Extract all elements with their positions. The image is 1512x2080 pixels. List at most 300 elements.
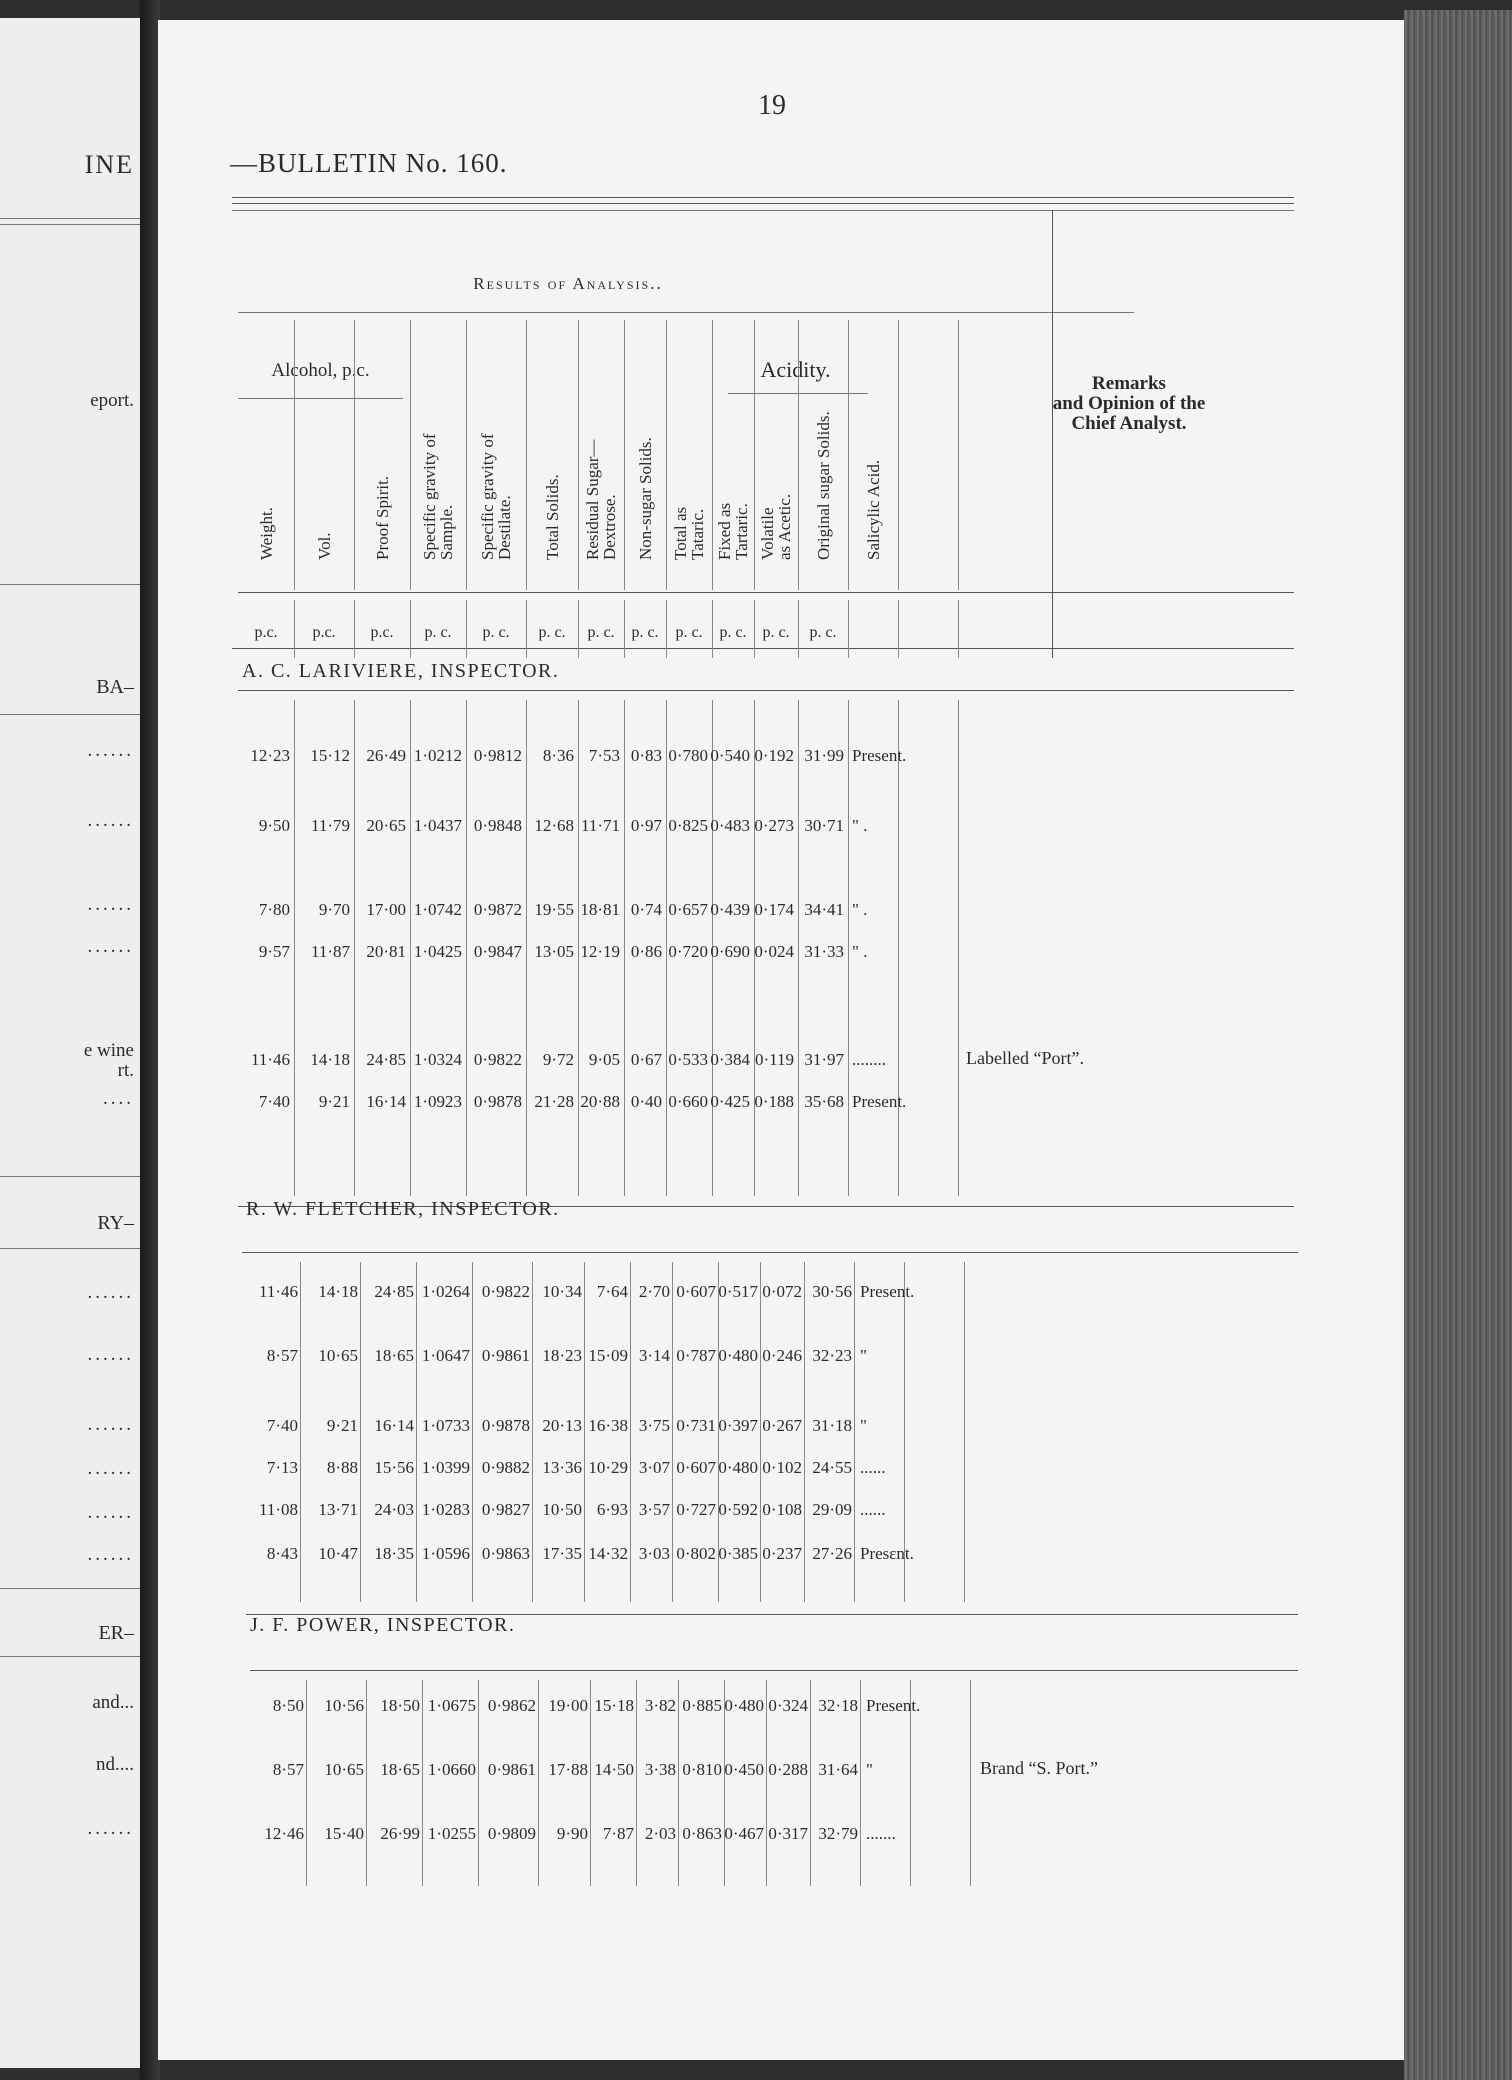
column-header-line: Sample. [437,504,456,560]
data-cell: 0·885 [682,1696,722,1715]
data-cell: 3·75 [638,1416,670,1435]
data-cell: 1·0596 [421,1544,470,1563]
data-cell: 16·38 [588,1416,628,1435]
data-cell: 27·26 [812,1544,852,1563]
data-cell: 8·57 [266,1346,298,1365]
column-rule [526,700,527,1196]
salicylic-acid-cell: ...... [860,1500,886,1519]
data-cell: 1·0923 [413,1092,462,1111]
data-cell: 0·9861 [481,1346,530,1365]
data-cell: 7·87 [602,1824,634,1843]
data-cell: 0·102 [762,1458,802,1477]
data-cell: 31·99 [804,746,844,765]
data-cell: 0·9878 [473,1092,522,1111]
data-cell: 0·174 [754,900,794,919]
column-header-line: Fixed as [715,502,734,560]
column-rule [754,320,755,590]
remark-cell: Brand “S. Port.” [980,1758,1098,1778]
remarks-heading [1034,374,1224,434]
data-cell: 19·55 [534,900,574,919]
column-rule [590,1680,591,1886]
data-cell: 16·14 [366,1092,406,1111]
column-header-line: Residual Sugar— [583,439,602,560]
column-rule [294,320,295,590]
column-header [815,411,832,560]
data-cell: 31·97 [804,1050,844,1069]
column-rule [760,1262,761,1602]
data-cell: 9·57 [258,942,290,961]
table-rule [238,592,1294,593]
salicylic-acid-cell: Present. [860,1282,915,1301]
data-cell: 19·00 [548,1696,588,1715]
data-cell: 0·237 [762,1544,802,1563]
data-cell: 0·480 [718,1346,758,1365]
data-cell: 32·23 [812,1346,852,1365]
column-rule [712,320,713,590]
data-cell: 14·50 [594,1760,634,1779]
column-header [759,494,793,560]
column-rule [666,600,667,658]
column-rule [410,700,411,1196]
unit-label: p. c. [631,624,659,641]
data-cell: 10·47 [318,1544,358,1563]
column-rule [578,320,579,590]
data-cell: 11·79 [310,816,350,835]
data-cell: 11·71 [580,816,620,835]
data-cell: 0·83 [630,746,662,765]
data-cell: 1·0425 [413,942,462,961]
prev-page-fragment: .... [103,1088,134,1109]
unit-label: p. c. [719,624,747,641]
column-header [865,460,882,560]
data-cell: 9·70 [318,900,350,919]
column-header-line: Volatile [758,507,777,560]
data-cell: 7·13 [266,1458,298,1477]
data-cell: 1·0660 [427,1760,476,1779]
remark-cell: Labelled “Port”. [966,1048,1084,1068]
data-cell: 21·28 [534,1092,574,1111]
column-rule [624,320,625,590]
data-cell: 0·74 [630,900,662,919]
data-cell: 17·88 [548,1760,588,1779]
data-cell: 11·46 [258,1282,298,1301]
prev-page-rule [0,714,140,715]
data-cell: 14·18 [310,1050,350,1069]
data-cell: 0·397 [718,1416,758,1435]
data-cell: 10·34 [542,1282,582,1301]
data-cell: 0·9847 [473,942,522,961]
prev-page-fragment: and... [92,1692,134,1713]
data-cell: 18·23 [542,1346,582,1365]
column-header-line: Specific gravity of [478,433,497,560]
remarks-heading-line: Remarks [1092,373,1166,394]
column-rule [354,600,355,658]
top-rule [232,210,1294,211]
column-header-line: Non-sugar Solids. [635,437,655,560]
data-cell: 13·05 [534,942,574,961]
column-rule [354,700,355,1196]
column-rule [766,1680,767,1886]
data-cell: 32·79 [818,1824,858,1843]
data-cell: 1·0212 [413,746,462,765]
column-rule [754,600,755,658]
data-cell: 10·50 [542,1500,582,1519]
data-cell: 10·65 [324,1760,364,1779]
header-rule [238,312,1134,313]
salicylic-acid-cell: Presɛnt. [860,1544,914,1563]
column-header-line: Destilate. [495,495,514,560]
column-rule [898,700,899,1196]
data-cell: 18·50 [380,1696,420,1715]
column-header-line: Tataric. [688,508,707,560]
column-header [316,532,333,560]
column-rule [538,1680,539,1886]
data-cell: 11·08 [258,1500,298,1519]
unit-label: p. c. [482,624,510,641]
alcohol-group-heading: Alcohol, p.c. [271,360,370,381]
column-rule [354,320,355,590]
data-cell: 0·324 [768,1696,808,1715]
data-cell: 0·825 [668,816,708,835]
column-header [584,440,618,560]
section-title-fletcher: R. W. FLETCHER, INSPECTOR. [246,1198,560,1220]
data-cell: 0·720 [668,942,708,961]
data-cell: 0·072 [762,1282,802,1301]
data-cell: 0·9822 [481,1282,530,1301]
data-cell: 12·68 [534,816,574,835]
unit-label: p.c. [254,624,278,641]
prev-page-rule [0,1588,140,1589]
remarks-heading-line: and Opinion of the [1052,393,1206,414]
column-rule [958,320,959,590]
bulletin-page [158,20,1404,2060]
prev-page-fragment: ...... [87,1458,134,1479]
previous-page-edge [0,18,140,2068]
data-cell: 0·246 [762,1346,802,1365]
column-rule [798,700,799,1196]
data-cell: 0·607 [676,1282,716,1301]
column-rule [636,1680,637,1886]
data-cell: 15·12 [310,746,350,765]
data-cell: 0·273 [754,816,794,835]
salicylic-acid-cell: " [860,1346,867,1365]
table-rule [242,1252,1298,1253]
data-cell: 0·108 [762,1500,802,1519]
page-number: 19 [758,90,786,121]
data-cell: 13·36 [542,1458,582,1477]
prev-page-rule [0,1248,140,1249]
data-cell: 0·9882 [481,1458,530,1477]
acidity-group-heading: Acidity. [760,357,831,382]
column-header [421,433,455,560]
data-cell: 0·385 [718,1544,758,1563]
data-cell: 0·660 [668,1092,708,1111]
data-cell: 14·32 [588,1544,628,1563]
data-cell: 0·9822 [473,1050,522,1069]
column-rule [798,320,799,590]
column-rule [578,700,579,1196]
salicylic-acid-cell: ...... [860,1458,886,1477]
unit-label: p.c. [370,624,394,641]
data-cell: 9·05 [588,1050,620,1069]
data-cell: 10·29 [588,1458,628,1477]
column-header-line: Specific gravity of [420,433,439,560]
data-cell: 11·87 [310,942,350,961]
column-rule [366,1680,367,1886]
column-rule [712,600,713,658]
column-rule [300,1262,301,1602]
prev-page-fragment: eport. [90,390,134,411]
column-header-line: Original sugar Solids. [813,411,833,560]
prev-page-fragment: e wine [83,1040,134,1061]
unit-label: p. c. [762,624,790,641]
column-rule [466,320,467,590]
data-cell: 0·592 [718,1500,758,1519]
data-cell: 30·56 [812,1282,852,1301]
column-rule [848,700,849,1196]
prev-page-fragment: ...... [87,1414,134,1435]
data-cell: 1·0283 [421,1500,470,1519]
unit-label: p. c. [424,624,452,641]
data-cell: 1·0324 [413,1050,462,1069]
data-cell: 8·57 [272,1760,304,1779]
results-of-analysis-heading: Results of Analysis.. [473,274,663,293]
prev-page-fragment: ...... [87,1502,134,1523]
data-cell: 0·9812 [473,746,522,765]
section-title-lariviere: A. C. LARIVIERE, INSPECTOR. [242,660,560,682]
running-title: —BULLETIN No. 160. [230,148,508,178]
prev-page-fragment: ...... [87,1818,134,1839]
prev-page-fragment: ...... [87,1544,134,1565]
data-cell: 0·317 [768,1824,808,1843]
column-rule [624,700,625,1196]
table-rule [250,1670,1298,1671]
data-cell: 0·517 [718,1282,758,1301]
data-cell: 18·65 [380,1760,420,1779]
data-cell: 15·09 [588,1346,628,1365]
prev-page-rule [0,1656,140,1657]
data-cell: 32·18 [818,1696,858,1715]
data-cell: 0·467 [724,1824,764,1843]
data-cell: 0·802 [676,1544,716,1563]
data-cell: 0·192 [754,746,794,765]
column-rule [532,1262,533,1602]
data-cell: 0·267 [762,1416,802,1435]
header-rule [238,398,403,399]
column-rule [672,1262,673,1602]
column-rule [958,600,959,658]
data-cell: 3·57 [638,1500,670,1519]
column-header-line: Proof Spirit. [372,475,392,560]
data-cell: 12·23 [250,746,290,765]
data-cell: 0·533 [668,1050,708,1069]
data-cell: 20·81 [366,942,406,961]
column-rule [466,600,467,658]
data-cell: 0·40 [630,1092,662,1111]
data-cell: 13·71 [318,1500,358,1519]
data-cell: 26·99 [380,1824,420,1843]
data-cell: 0·480 [718,1458,758,1477]
salicylic-acid-cell: ....... [866,1824,896,1843]
column-rule [306,1680,307,1886]
salicylic-acid-cell: Present. [852,746,907,765]
column-rule [578,600,579,658]
data-cell: 0·607 [676,1458,716,1477]
column-header-line: Salicylic Acid. [863,459,883,560]
column-rule [678,1680,679,1886]
data-cell: 0·9862 [487,1696,536,1715]
data-cell: 24·03 [374,1500,414,1519]
data-cell: 0·787 [676,1346,716,1365]
column-rule [848,600,849,658]
unit-label: p. c. [538,624,566,641]
data-cell: 1·0675 [427,1696,476,1715]
data-cell: 15·18 [594,1696,634,1715]
column-header [544,474,561,560]
data-cell: 2·70 [638,1282,670,1301]
column-header [479,433,513,560]
data-cell: 0·540 [710,746,750,765]
column-rule [810,1680,811,1886]
data-cell: 11·46 [250,1050,290,1069]
column-header-line: Vol. [314,532,334,560]
column-rule [898,320,899,590]
data-cell: 0·480 [724,1696,764,1715]
column-header [716,503,750,560]
data-cell: 0·9809 [487,1824,536,1843]
column-rule [804,1262,805,1602]
data-cell: 17·00 [366,900,406,919]
data-cell: 3·82 [644,1696,676,1715]
prev-page-rule [0,224,140,225]
data-cell: 1·0437 [413,816,462,835]
data-cell: 0·9827 [481,1500,530,1519]
data-cell: 0·119 [754,1050,794,1069]
column-header [672,507,706,560]
section-title-power: J. F. POWER, INSPECTOR. [250,1614,516,1636]
data-cell: 24·85 [374,1282,414,1301]
salicylic-acid-cell: Present. [852,1092,907,1111]
data-cell: 8·50 [272,1696,304,1715]
data-cell: 8·88 [326,1458,358,1477]
data-cell: 1·0255 [427,1824,476,1843]
unit-label: p. c. [587,624,615,641]
column-rule [416,1262,417,1602]
data-cell: 3·07 [638,1458,670,1477]
data-cell: 18·81 [580,900,620,919]
data-cell: 10·65 [318,1346,358,1365]
data-cell: 0·727 [676,1500,716,1519]
prev-page-fragment: rt. [117,1060,134,1081]
data-cell: 7·40 [266,1416,298,1435]
table-rule [232,648,1294,649]
column-rule [860,1680,861,1886]
data-cell: 20·13 [542,1416,582,1435]
column-rule [360,1262,361,1602]
top-rule [232,203,1294,204]
data-cell: 0·439 [710,900,750,919]
data-cell: 9·90 [556,1824,588,1843]
column-rule [624,600,625,658]
data-cell: 0·425 [710,1092,750,1111]
salicylic-acid-cell: " . [852,816,868,835]
data-cell: 0·863 [682,1824,722,1843]
column-rule [964,1262,965,1602]
data-cell: 8·43 [266,1544,298,1563]
data-cell: 8·36 [542,746,574,765]
salicylic-acid-cell: " [866,1760,873,1779]
book-fore-edge [1404,10,1512,2080]
column-rule [848,320,849,590]
data-cell: 34·41 [804,900,844,919]
top-rule [232,197,1294,198]
data-cell: 26·49 [366,746,406,765]
column-rule [410,600,411,658]
salicylic-acid-cell: Present. [866,1696,921,1715]
prev-page-fragment: BA– [96,676,134,698]
data-cell: 18·35 [374,1544,414,1563]
column-header-line: as Acetic. [775,493,794,560]
data-cell: 9·21 [326,1416,358,1435]
data-cell: 7·53 [588,746,620,765]
data-cell: 3·14 [638,1346,670,1365]
prev-page-fragment: RY– [97,1212,134,1234]
data-cell: 0·86 [630,942,662,961]
remarks-heading-line: Chief Analyst. [1071,413,1187,434]
column-rule [798,600,799,658]
column-header-line: Dextrose. [600,494,619,560]
data-cell: 0·67 [630,1050,662,1069]
prev-page-fragment: ...... [87,1282,134,1303]
data-cell: 9·72 [542,1050,574,1069]
data-cell: 0·384 [710,1050,750,1069]
column-header [258,507,275,560]
data-cell: 0·690 [710,942,750,961]
data-cell: 30·71 [804,816,844,835]
data-cell: 24·85 [366,1050,406,1069]
data-cell: 0·97 [630,816,662,835]
unit-label: p. c. [675,624,703,641]
data-cell: 3·03 [638,1544,670,1563]
data-cell: 9·50 [258,816,290,835]
column-rule [898,600,899,658]
data-cell: 1·0647 [421,1346,470,1365]
data-cell: 0·024 [754,942,794,961]
data-cell: 0·9861 [487,1760,536,1779]
unit-label: p. c. [809,624,837,641]
column-rule [666,700,667,1196]
data-cell: 14·18 [318,1282,358,1301]
data-cell: 31·64 [818,1760,858,1779]
data-cell: 1·0399 [421,1458,470,1477]
data-cell: 0·9872 [473,900,522,919]
data-cell: 0·810 [682,1760,722,1779]
data-cell: 1·0733 [421,1416,470,1435]
column-header-line: Tartaric. [732,503,751,560]
data-cell: 0·9848 [473,816,522,835]
column-rule [526,600,527,658]
prev-page-rule [0,218,140,219]
prev-page-fragment: ER– [98,1622,134,1644]
data-cell: 12·46 [264,1824,304,1843]
data-cell: 7·40 [258,1092,290,1111]
data-cell: 20·88 [580,1092,620,1111]
data-cell: 0·450 [724,1760,764,1779]
data-cell: 24·55 [812,1458,852,1477]
column-header-line: Weight. [256,507,276,560]
column-rule [478,1680,479,1886]
data-cell: 2·03 [644,1824,676,1843]
